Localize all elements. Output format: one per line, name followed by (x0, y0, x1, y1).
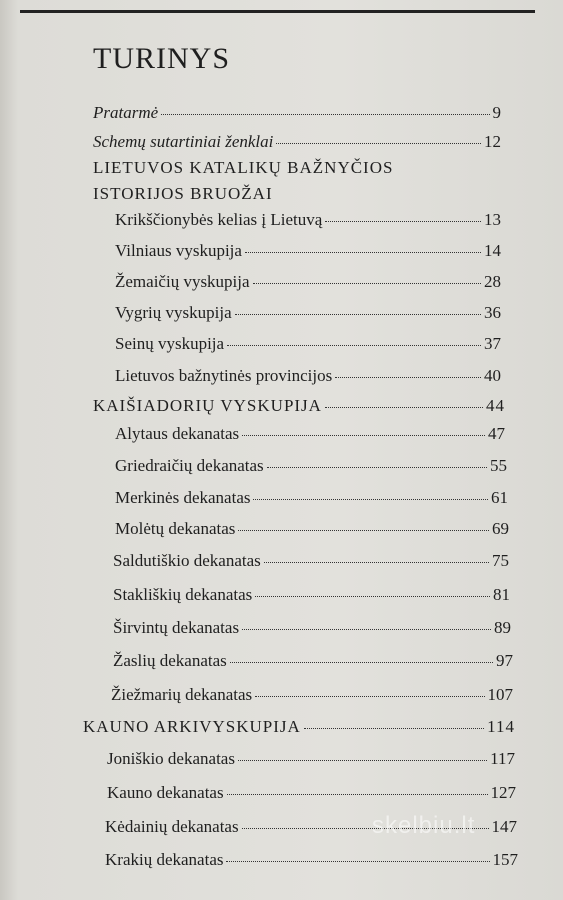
toc-page-number: 81 (493, 585, 510, 604)
toc-page-number: 40 (484, 366, 501, 385)
toc-entry (115, 456, 507, 476)
toc-page-number: 9 (492, 103, 501, 122)
watermark: skelbiu.lt (372, 812, 476, 839)
dot-leader (230, 661, 493, 663)
toc-page-number: 37 (484, 334, 501, 353)
toc-page-number: 55 (490, 456, 507, 475)
toc-page-number: 36 (484, 303, 501, 322)
dot-leader (242, 434, 485, 436)
toc-page-number: 13 (484, 210, 501, 229)
toc-page-number: 107 (487, 685, 513, 704)
toc-label: Žemaičių vyskupija (115, 272, 250, 291)
toc-label: Alytaus dekanatas (115, 424, 240, 443)
toc-label: Pratarmė (93, 103, 159, 122)
toc-label: Vygrių vyskupija (115, 303, 232, 322)
toc-label: Žaslių dekanatas (113, 651, 227, 670)
toc-label: Saldutiškio dekanatas (113, 551, 261, 570)
toc-label: Seinų vyskupija (115, 334, 225, 353)
dot-leader (267, 466, 487, 468)
toc-label: Žiežmarių dekanatas (111, 685, 253, 704)
toc-entry (115, 272, 501, 292)
toc-page-number: 61 (491, 488, 508, 507)
toc-page-number: 89 (494, 618, 511, 637)
toc-entry (113, 585, 510, 605)
dot-leader (227, 344, 481, 346)
dot-leader (325, 406, 483, 408)
toc-entry (115, 488, 508, 508)
toc-entry-kauno-arkivyskupija (83, 717, 515, 737)
toc-page-number: 69 (492, 519, 509, 538)
toc-page-number: 117 (490, 749, 515, 768)
toc-label: Molėtų dekanatas (115, 519, 236, 538)
dot-leader (255, 595, 490, 597)
toc-label: Širvintų dekanatas (113, 618, 240, 637)
toc-entry (113, 651, 513, 671)
toc-page-number: 47 (488, 424, 505, 443)
dot-leader (227, 793, 488, 795)
toc-page-number: 28 (484, 272, 501, 291)
section-heading: LIETUVOS KATALIKŲ BAŽNYČIOS (93, 158, 394, 177)
toc-label: Kėdainių dekanatas (105, 817, 239, 836)
toc-label: KAUNO ARKIVYSKUPIJA (83, 717, 301, 736)
toc-label: Schemų sutartiniai ženklai (93, 132, 274, 151)
dot-leader (276, 142, 481, 144)
dot-leader (253, 282, 481, 284)
toc-page-number: 147 (491, 817, 517, 836)
toc-page-number: 12 (484, 132, 501, 151)
toc-label: Stakliškių dekanatas (113, 585, 253, 604)
toc-page-number: 97 (496, 651, 513, 670)
dot-leader (238, 759, 487, 761)
toc-entry (115, 334, 501, 354)
toc-page-number: 157 (492, 850, 518, 869)
toc-page-number: 14 (484, 241, 501, 260)
toc-label: Merkinės dekanatas (115, 488, 251, 507)
dot-leader (335, 376, 481, 378)
toc-label: Krakių dekanatas (105, 850, 224, 869)
toc-entry (105, 850, 518, 870)
dot-leader (226, 860, 489, 862)
toc-label: Kauno dekanatas (107, 783, 224, 802)
toc-page-number: 44 (486, 396, 505, 415)
toc-entry (113, 551, 509, 571)
dot-leader (253, 498, 488, 500)
toc-entry (115, 210, 501, 230)
toc-entry (115, 519, 509, 539)
dot-leader (238, 529, 489, 531)
toc-entry (115, 303, 501, 323)
toc-page-number: 127 (490, 783, 516, 802)
dot-leader (264, 561, 489, 563)
dot-leader (161, 113, 489, 115)
toc-page-number: 114 (487, 717, 515, 736)
dot-leader (325, 220, 481, 222)
dot-leader (245, 251, 481, 253)
dot-leader (242, 628, 491, 630)
toc-entry-kaisiadoriu (93, 396, 505, 416)
dot-leader (235, 313, 481, 315)
toc-entry (115, 424, 505, 444)
toc-label: Vilniaus vyskupija (115, 241, 242, 260)
dot-leader (304, 727, 484, 729)
toc-label: KAIŠIADORIŲ VYSKUPIJA (93, 396, 322, 415)
toc-entry (113, 618, 511, 638)
toc-entry-pratarme (93, 103, 501, 123)
toc-entry (107, 783, 516, 803)
toc-entry (115, 241, 501, 261)
toc-label: Joniškio dekanatas (107, 749, 235, 768)
toc-entry (115, 366, 501, 386)
page-title: TURINYS (93, 42, 231, 75)
toc-label: Lietuvos bažnytinės provincijos (115, 366, 333, 385)
toc-entry-schemu (93, 132, 501, 152)
dot-leader (255, 695, 484, 697)
toc-entry (107, 749, 515, 769)
toc-label: Krikščionybės kelias į Lietuvą (115, 210, 323, 229)
section-heading: ISTORIJOS BRUOŽAI (93, 184, 273, 203)
toc-page-number: 75 (492, 551, 509, 570)
toc-label: Griedraičių dekanatas (115, 456, 264, 475)
toc-entry (111, 685, 513, 705)
